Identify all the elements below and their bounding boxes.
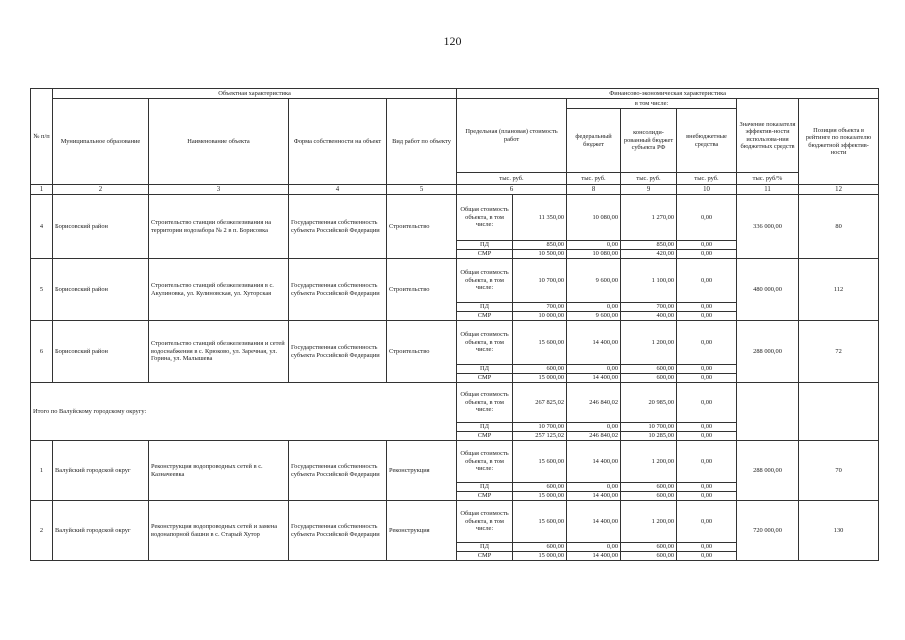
federal-smr: 14 400,00 [567,552,621,561]
cost-total: 15 600,00 [513,441,567,483]
row-number: 5 [31,259,53,321]
total-label: Общая стоимость объекта, в том числе: [457,441,513,483]
efficiency-value: 336 000,00 [737,195,799,259]
federal-smr: 14 400,00 [567,374,621,383]
pd-label: ПД [457,365,513,374]
municipality: Валуйский городской округ [53,441,149,501]
cost-pd: 600,00 [513,483,567,492]
header-cost: Предельная (плановая) стоимость работ [457,99,567,173]
regional-pd: 600,00 [621,365,677,374]
efficiency-value: 288 000,00 [737,441,799,501]
municipality: Борисовский район [53,259,149,321]
extra-smr: 0,00 [677,312,737,321]
header-num: № п/п [31,89,53,185]
cost-smr: 15 000,00 [513,552,567,561]
header-incl: в том числе: [567,99,737,109]
smr-label: СМР [457,250,513,259]
total-label: Общая стоимость объекта, в том числе: [457,195,513,241]
object-name: Реконструкция водопроводных сетей и замена водонапорной башни в с. Старый Хутор [149,501,289,561]
cost-pd: 600,00 [513,365,567,374]
header-efficiency: Значение показателя эффектив-ности использова-ния бюджетных средств [737,99,799,173]
unit-extra: тыс. руб. [677,173,737,185]
header-work-type: Вид работ по объекту [387,99,457,185]
regional-pd: 850,00 [621,241,677,250]
subtotal-label: Итого по Валуйскому городскому округу: [31,383,457,441]
subtotal-extra-pd: 0,00 [677,423,737,432]
object-row-group [31,195,879,259]
rating-position: 130 [799,501,879,561]
row-number: 6 [31,321,53,383]
header-municipality: Муниципальное образование [53,99,149,185]
header-object-name: Наименование объекта [149,99,289,185]
extra-total: 0,00 [677,501,737,543]
col-number: 3 [149,185,289,195]
ownership: Государственная собственность субъекта Российской Федерации [289,195,387,259]
regional-smr: 600,00 [621,492,677,501]
cost-smr: 15 000,00 [513,374,567,383]
object-name: Строительство станции обезжелезивания на территории водозабора № 2 в п. Борисовка [149,195,289,259]
federal-smr: 14 400,00 [567,492,621,501]
rating-position: 70 [799,441,879,501]
regional-total: 1 200,00 [621,501,677,543]
federal-pd: 0,00 [567,483,621,492]
col-number: 1 [31,185,53,195]
total-label: Общая стоимость объекта, в том числе: [457,383,513,423]
regional-total: 1 200,00 [621,321,677,365]
row-number: 1 [31,441,53,501]
object-name: Реконструкция водопроводных сетей в с. Казначеевка [149,441,289,501]
smr-label: СМР [457,492,513,501]
regional-smr: 600,00 [621,552,677,561]
regional-smr: 400,00 [621,312,677,321]
federal-total: 14 400,00 [567,441,621,483]
smr-label: СМР [457,312,513,321]
federal-pd: 0,00 [567,543,621,552]
extra-total: 0,00 [677,441,737,483]
ownership: Государственная собственность субъекта Российской Федерации [289,441,387,501]
subtotal-federal-total: 246 840,02 [567,383,621,423]
rating-position: 112 [799,259,879,321]
work-type: Реконструкция [387,441,457,501]
extra-total: 0,00 [677,259,737,303]
extra-smr: 0,00 [677,374,737,383]
pd-label: ПД [457,423,513,432]
ownership: Государственная собственность субъекта Российской Федерации [289,501,387,561]
header-regional: консолиди-рованный бюджет субъекта РФ [621,109,677,173]
cost-smr: 10 500,00 [513,250,567,259]
work-type: Реконструкция [387,501,457,561]
object-name: Строительство станций обезжелезивания в с. Акулиновка, ул. Кулиновская, ул. Хуторская [149,259,289,321]
pd-label: ПД [457,543,513,552]
page-number: 120 [443,34,462,48]
header-extra: внебюджетные средства [677,109,737,173]
col-number: 11 [737,185,799,195]
subtotal-cost-smr: 257 125,02 [513,432,567,441]
regional-pd: 600,00 [621,543,677,552]
table-header [31,89,879,195]
smr-label: СМР [457,552,513,561]
federal-pd: 0,00 [567,365,621,374]
extra-pd: 0,00 [677,303,737,312]
regional-total: 1 100,00 [621,259,677,303]
federal-total: 9 600,00 [567,259,621,303]
municipality: Борисовский район [53,195,149,259]
federal-smr: 9 600,00 [567,312,621,321]
work-type: Строительство [387,259,457,321]
regional-pd: 700,00 [621,303,677,312]
pd-label: ПД [457,303,513,312]
rating-position: 72 [799,321,879,383]
col-number: 10 [677,185,737,195]
pd-label: ПД [457,241,513,250]
extra-pd: 0,00 [677,241,737,250]
subtotal-efficiency-empty [737,383,799,441]
total-label: Общая стоимость объекта, в том числе: [457,321,513,365]
total-label: Общая стоимость объекта, в том числе: [457,501,513,543]
extra-pd: 0,00 [677,483,737,492]
col-number: 4 [289,185,387,195]
col-number: 12 [799,185,879,195]
regional-pd: 600,00 [621,483,677,492]
federal-pd: 0,00 [567,303,621,312]
extra-pd: 0,00 [677,365,737,374]
federal-smr: 10 080,00 [567,250,621,259]
object-row-group [31,501,879,561]
regional-total: 1 270,00 [621,195,677,241]
extra-pd: 0,00 [677,543,737,552]
municipality: Борисовский район [53,321,149,383]
pd-label: ПД [457,483,513,492]
cost-pd: 850,00 [513,241,567,250]
cost-total: 15 600,00 [513,501,567,543]
subtotal-regional-smr: 10 285,00 [621,432,677,441]
ownership: Государственная собственность субъекта Российской Федерации [289,259,387,321]
cost-smr: 10 000,00 [513,312,567,321]
extra-total: 0,00 [677,321,737,365]
total-label: Общая стоимость объекта, в том числе: [457,259,513,303]
col-number: 2 [53,185,149,195]
smr-label: СМР [457,374,513,383]
extra-smr: 0,00 [677,250,737,259]
header-ownership: Форма собственности на объект [289,99,387,185]
regional-smr: 420,00 [621,250,677,259]
extra-total: 0,00 [677,195,737,241]
header-object-group: Объектная характеристика [53,89,457,99]
object-name: Строительство станций обезжелезивания и сетей водоснабжения в с. Крюково, ул. Заречная, ул. Горина, ул. Малышева [149,321,289,383]
federal-total: 10 080,00 [567,195,621,241]
header-federal: федеральный бюджет [567,109,621,173]
work-type: Строительство [387,195,457,259]
regional-smr: 600,00 [621,374,677,383]
subtotal-federal-smr: 246 840,02 [567,432,621,441]
extra-smr: 0,00 [677,492,737,501]
efficiency-value: 720 000,00 [737,501,799,561]
cost-smr: 15 000,00 [513,492,567,501]
row-number: 2 [31,501,53,561]
subtotal-position-empty [799,383,879,441]
col-number: 8 [567,185,621,195]
subtotal-extra-smr: 0,00 [677,432,737,441]
col-number: 5 [387,185,457,195]
subtotal-row-group [31,383,879,441]
unit-efficiency: тыс. руб/% [737,173,799,185]
cost-total: 10 700,00 [513,259,567,303]
header-position: Позиция объекта в рейтинге по показателю бюджетной эффектив-ности [799,99,879,185]
federal-pd: 0,00 [567,241,621,250]
extra-smr: 0,00 [677,552,737,561]
regional-total: 1 200,00 [621,441,677,483]
subtotal-cost-pd: 10 700,00 [513,423,567,432]
federal-total: 14 400,00 [567,501,621,543]
subtotal-federal-pd: 0,00 [567,423,621,432]
unit-cost: тыс. руб. [457,173,567,185]
row-number: 4 [31,195,53,259]
investment-objects-table [30,88,879,561]
cost-total: 11 350,00 [513,195,567,241]
col-number: 9 [621,185,677,195]
subtotal-cost-total: 267 825,02 [513,383,567,423]
municipality: Валуйский городской округ [53,501,149,561]
smr-label: СМР [457,432,513,441]
subtotal-extra-total: 0,00 [677,383,737,423]
subtotal-regional-total: 20 985,00 [621,383,677,423]
efficiency-value: 288 000,00 [737,321,799,383]
efficiency-value: 480 000,00 [737,259,799,321]
column-numbers-row [31,185,879,195]
col-number: 6 [457,185,567,195]
work-type: Строительство [387,321,457,383]
cost-pd: 700,00 [513,303,567,312]
cost-pd: 600,00 [513,543,567,552]
unit-federal: тыс. руб. [567,173,621,185]
subtotal-regional-pd: 10 700,00 [621,423,677,432]
header-finance-group: Финансово-экономическая характеристика [457,89,879,99]
object-row-group [31,441,879,501]
object-row-group [31,321,879,383]
federal-total: 14 400,00 [567,321,621,365]
object-row-group [31,259,879,321]
rating-position: 80 [799,195,879,259]
unit-regional: тыс. руб. [621,173,677,185]
ownership: Государственная собственность субъекта Российской Федерации [289,321,387,383]
cost-total: 15 600,00 [513,321,567,365]
